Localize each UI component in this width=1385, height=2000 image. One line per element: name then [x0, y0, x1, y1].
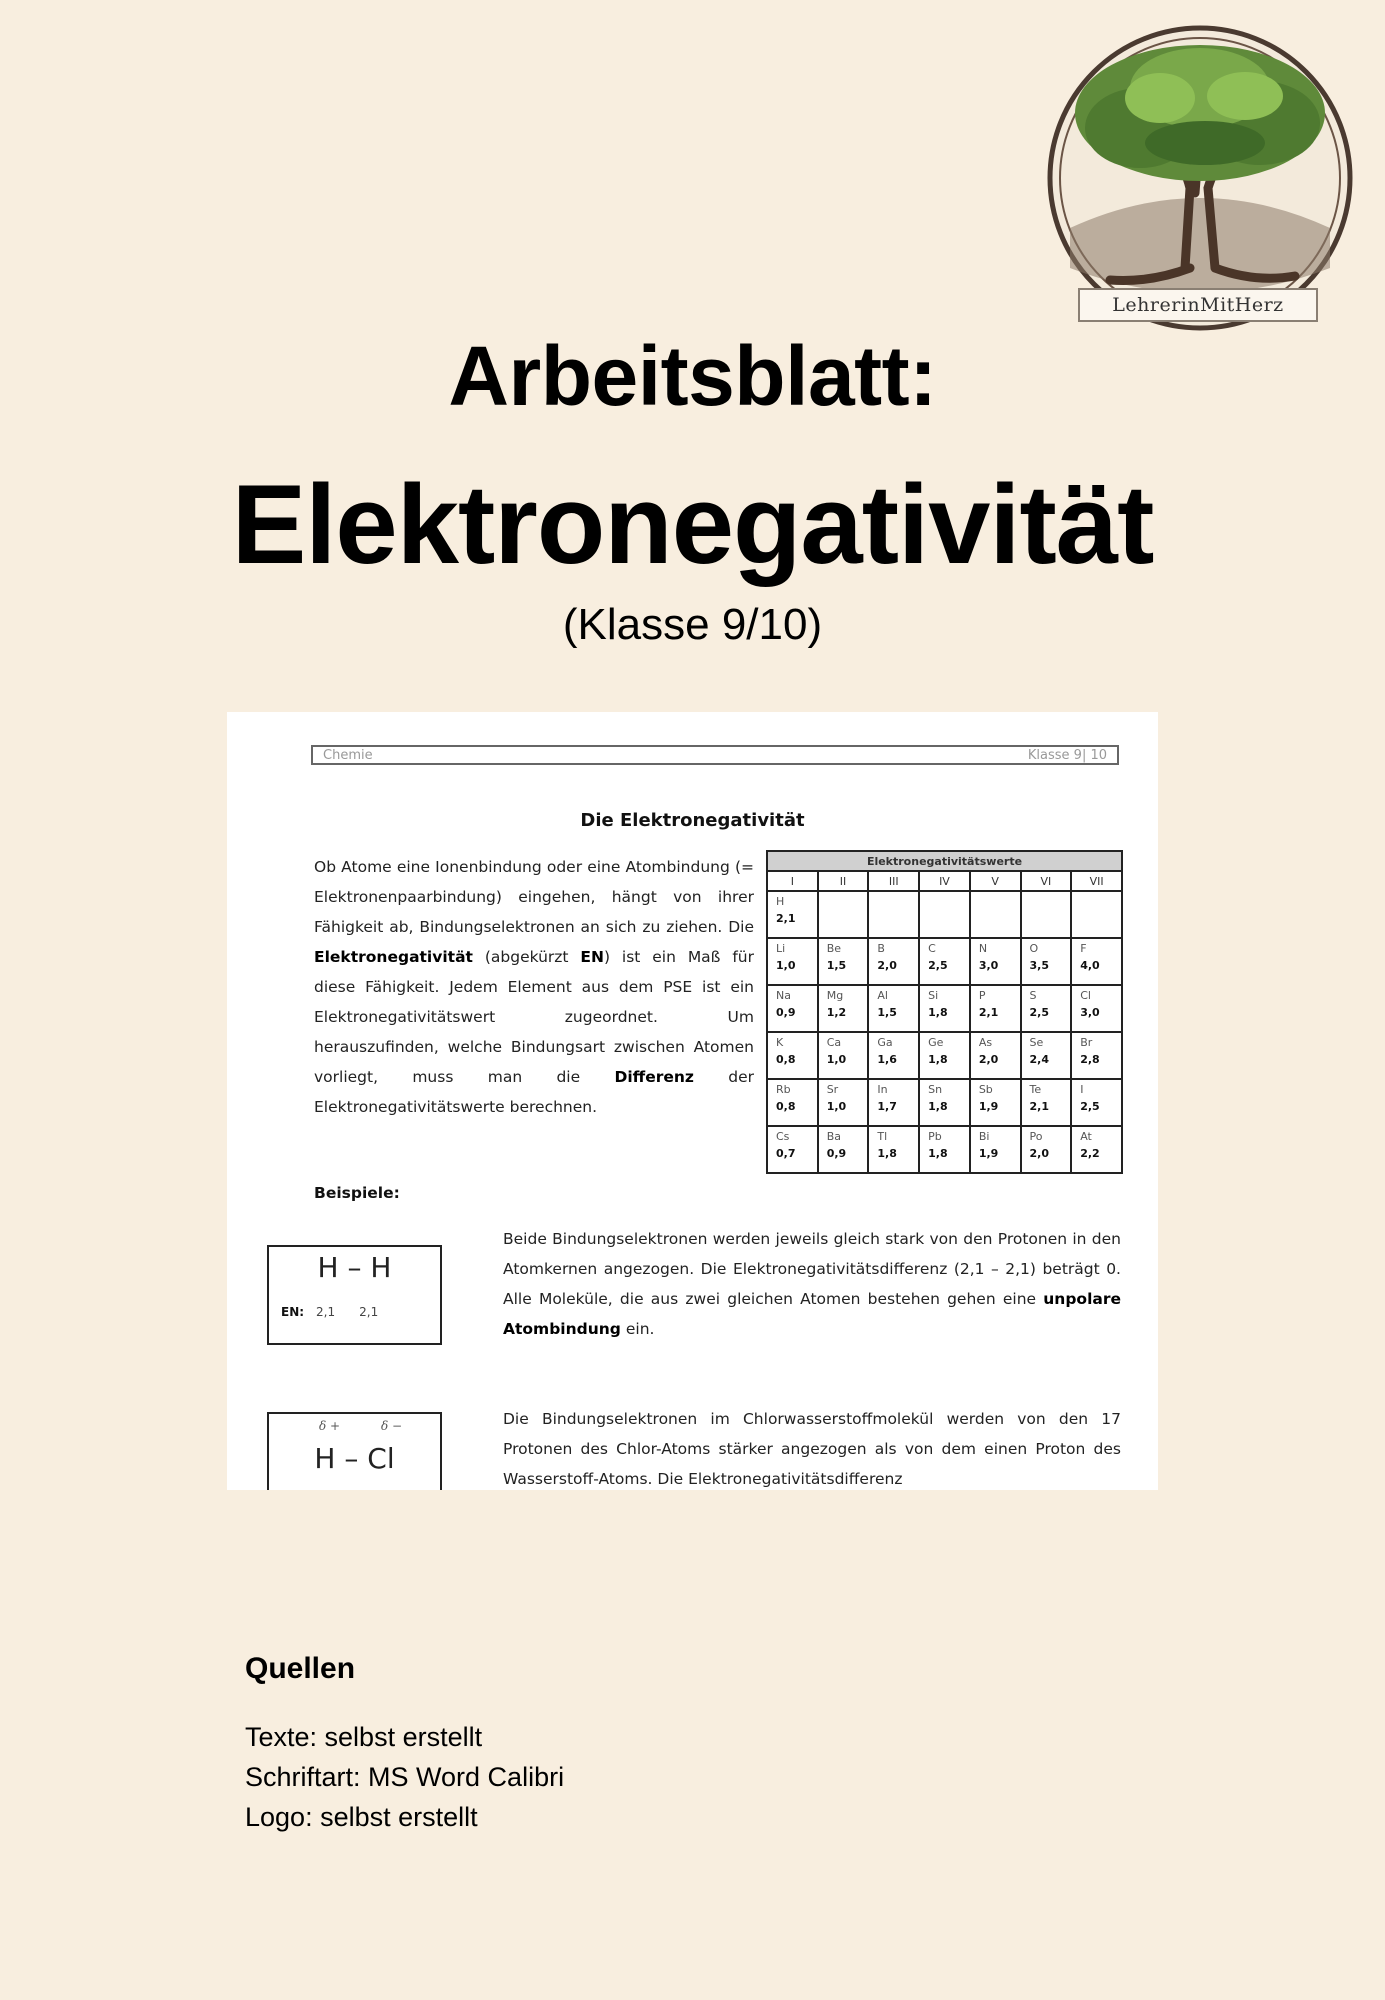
group-header: IV — [919, 871, 970, 891]
page-title: Elektronegativität — [231, 462, 1154, 587]
element-symbol: Rb — [776, 1083, 791, 1096]
sources-heading: Quellen — [245, 1652, 356, 1685]
preview-header-subject: Chemie — [323, 748, 373, 763]
element-cell — [1071, 985, 1122, 1032]
element-en-value: 2,0 — [877, 959, 897, 972]
element-cell — [1021, 938, 1072, 985]
element-symbol: P — [978, 989, 986, 1002]
group-header: V — [970, 871, 1021, 891]
element-en-value: 2,5 — [1080, 1100, 1100, 1113]
element-en-value: 0,9 — [826, 1147, 847, 1160]
example1-box — [267, 1245, 442, 1345]
element-symbol: Sr — [826, 1083, 839, 1096]
element-en-value: 1,0 — [776, 959, 796, 972]
element-symbol: Cl — [1080, 989, 1091, 1002]
element-cell — [868, 1126, 919, 1173]
element-symbol: Li — [776, 942, 786, 955]
element-cell — [1021, 1079, 1072, 1126]
element-cell — [767, 891, 818, 938]
element-en-value: 0,7 — [776, 1147, 796, 1160]
element-symbol: Se — [1029, 1036, 1044, 1049]
element-en-value: 0,9 — [776, 1006, 796, 1019]
element-symbol: Ba — [826, 1130, 841, 1143]
element-cell — [1021, 891, 1072, 938]
element-symbol: O — [1029, 942, 1039, 955]
element-en-value: 1,8 — [928, 1147, 948, 1160]
group-header: VI — [1021, 871, 1072, 891]
element-cell — [818, 985, 869, 1032]
element-symbol: Be — [826, 942, 842, 955]
element-cell — [1071, 1079, 1122, 1126]
element-en-value: 2,0 — [1029, 1147, 1050, 1160]
element-en-value: 1,8 — [928, 1006, 948, 1019]
element-cell — [919, 938, 970, 985]
example2-formula: H – Cl — [314, 1442, 395, 1475]
group-header: III — [868, 871, 919, 891]
preview-header — [311, 745, 1119, 765]
element-cell — [1021, 1032, 1072, 1079]
element-en-value: 2,8 — [1080, 1053, 1100, 1066]
element-en-value: 1,7 — [877, 1100, 897, 1113]
element-symbol: In — [877, 1083, 888, 1096]
electronegativity-table — [766, 850, 1123, 1174]
element-symbol: Po — [1029, 1130, 1043, 1143]
element-en-value: 1,0 — [826, 1100, 847, 1113]
element-symbol: Pb — [928, 1130, 942, 1143]
element-symbol: I — [1080, 1083, 1084, 1096]
element-symbol: Mg — [826, 989, 844, 1002]
example2-box: δ + δ − H – Cl — [267, 1412, 442, 1490]
element-en-value: 2,5 — [928, 959, 948, 972]
element-cell — [868, 985, 919, 1032]
element-symbol: At — [1080, 1130, 1092, 1143]
element-en-value: 2,1 — [776, 912, 796, 925]
element-en-value: 1,8 — [928, 1100, 948, 1113]
element-cell — [970, 1126, 1021, 1173]
example1-en: EN: 2,1 2,1 — [281, 1305, 379, 1319]
element-cell — [818, 1126, 869, 1173]
element-cell — [818, 938, 869, 985]
element-symbol: Tl — [877, 1130, 888, 1143]
source-line: Logo: selbst erstellt — [245, 1802, 478, 1832]
element-cell — [818, 1032, 869, 1079]
element-cell — [1071, 891, 1122, 938]
element-cell — [767, 985, 818, 1032]
element-symbol: C — [928, 942, 936, 955]
element-symbol: As — [978, 1036, 993, 1049]
element-en-value: 2,1 — [978, 1006, 999, 1019]
preview-title: Die Elektronegativität — [580, 810, 805, 831]
element-symbol: K — [776, 1036, 784, 1049]
element-cell — [970, 1032, 1021, 1079]
title-line1: Arbeitsblatt: — [448, 329, 937, 423]
logo-label: LehrerinMitHerz — [1078, 288, 1318, 322]
element-cell — [868, 1032, 919, 1079]
element-symbol: Al — [877, 989, 888, 1002]
element-en-value: 1,2 — [826, 1006, 847, 1019]
element-cell — [919, 891, 970, 938]
table-row — [767, 1079, 1122, 1126]
element-cell — [767, 938, 818, 985]
element-cell — [970, 938, 1021, 985]
element-cell — [919, 1032, 970, 1079]
element-symbol: Ge — [928, 1036, 944, 1049]
element-cell — [970, 1079, 1021, 1126]
element-en-value: 2,0 — [978, 1053, 999, 1066]
element-en-value: 3,0 — [978, 959, 999, 972]
example1-text: Beide Bindungselektronen werden jeweils gleich stark von den Protonen in den Atomkernen angezogen. Die Elektronegativitätsdifferenz (2,1 – 2,1) beträgt 0. Alle Moleküle, die aus zwei gleichen Atomen bestehen gehen eine unpolare Atombindung ein. — [503, 1230, 1121, 1338]
example2-text: Die Bindungselektronen im Chlorwasserstoffmolekül werden von den 17 Protonen des Chlor-Atoms stärker angezogen als von dem einen Proton des Wasserstoff-Atoms. Die Elektronegativitätsdifferenz — [503, 1410, 1121, 1488]
table-row — [767, 985, 1122, 1032]
element-cell — [767, 1032, 818, 1079]
element-en-value: 1,8 — [877, 1147, 897, 1160]
element-cell — [919, 1079, 970, 1126]
element-symbol: B — [877, 942, 885, 955]
group-header: VII — [1071, 871, 1122, 891]
element-symbol: Cs — [776, 1130, 790, 1143]
element-en-value: 3,5 — [1029, 959, 1050, 972]
element-cell — [1071, 938, 1122, 985]
element-symbol: Bi — [978, 1130, 990, 1143]
preview-header-class: Klasse 9| 10 — [1027, 748, 1107, 763]
element-symbol: Na — [776, 989, 791, 1002]
element-cell — [1021, 1126, 1072, 1173]
table-row — [767, 1126, 1122, 1173]
group-header: I — [767, 871, 818, 891]
logo — [1030, 18, 1370, 348]
group-header: II — [818, 871, 869, 891]
table-row — [767, 1032, 1122, 1079]
element-symbol: Ga — [877, 1036, 893, 1049]
example1-formula: H – H — [317, 1251, 392, 1284]
element-cell — [919, 985, 970, 1032]
element-en-value: 2,2 — [1080, 1147, 1100, 1160]
element-cell — [1021, 985, 1072, 1032]
element-cell — [970, 985, 1021, 1032]
element-en-value: 0,8 — [776, 1053, 796, 1066]
source-line: Schriftart: MS Word Calibri — [245, 1762, 565, 1792]
element-cell — [868, 891, 919, 938]
element-symbol: Br — [1080, 1036, 1093, 1049]
subtitle: (Klasse 9/10) — [562, 600, 823, 649]
table-caption: Elektronegativitätswerte — [767, 851, 1122, 871]
element-cell — [818, 891, 869, 938]
examples-label: Beispiele: — [314, 1184, 400, 1202]
element-cell — [970, 891, 1021, 938]
element-cell — [919, 1126, 970, 1173]
table-row — [767, 891, 1122, 938]
element-cell — [1071, 1032, 1122, 1079]
element-cell — [1071, 1126, 1122, 1173]
element-en-value: 1,6 — [877, 1053, 897, 1066]
preview-intro: Ob Atome eine Ionenbindung oder eine Atombindung (= Elektronenpaarbindung) eingehen, hängt von ihrer Fähigkeit ab, Bindungselektronen an sich zu ziehen. Die Elektronegativität (abgekürzt EN) ist ein Maß für diese Fähigkeit. Jedem Element aus dem PSE ist ein Elektronegativitätswert zugeordnet. Um herauszufinden, welche Bindungsart zwischen Atomen vorliegt, muss man die Differenz der Elektronegativitätswerte berechnen. — [314, 858, 754, 1116]
element-symbol: Si — [928, 989, 939, 1002]
element-en-value: 1,5 — [877, 1006, 897, 1019]
element-en-value: 2,1 — [1029, 1100, 1050, 1113]
worksheet-preview — [227, 712, 1158, 1490]
element-cell — [868, 938, 919, 985]
element-en-value: 2,4 — [1029, 1053, 1050, 1066]
element-cell — [868, 1079, 919, 1126]
element-cell — [767, 1126, 818, 1173]
element-en-value: 3,0 — [1080, 1006, 1100, 1019]
element-en-value: 1,8 — [928, 1053, 948, 1066]
element-symbol: Sb — [978, 1083, 993, 1096]
element-en-value: 2,5 — [1029, 1006, 1050, 1019]
element-symbol: F — [1080, 942, 1087, 955]
element-symbol: Ca — [826, 1036, 842, 1049]
element-en-value: 1,9 — [978, 1100, 999, 1113]
element-symbol: N — [978, 942, 988, 955]
table-row — [767, 938, 1122, 985]
element-en-value: 4,0 — [1080, 959, 1100, 972]
element-symbol: Te — [1029, 1083, 1042, 1096]
element-symbol: Sn — [928, 1083, 943, 1096]
element-cell — [767, 1079, 818, 1126]
source-line: Texte: selbst erstellt — [245, 1722, 483, 1752]
element-en-value: 1,5 — [826, 959, 847, 972]
element-symbol: S — [1029, 989, 1037, 1002]
element-en-value: 1,9 — [978, 1147, 999, 1160]
element-en-value: 0,8 — [776, 1100, 796, 1113]
element-cell — [818, 1079, 869, 1126]
element-en-value: 1,0 — [826, 1053, 847, 1066]
element-symbol: H — [776, 895, 785, 908]
